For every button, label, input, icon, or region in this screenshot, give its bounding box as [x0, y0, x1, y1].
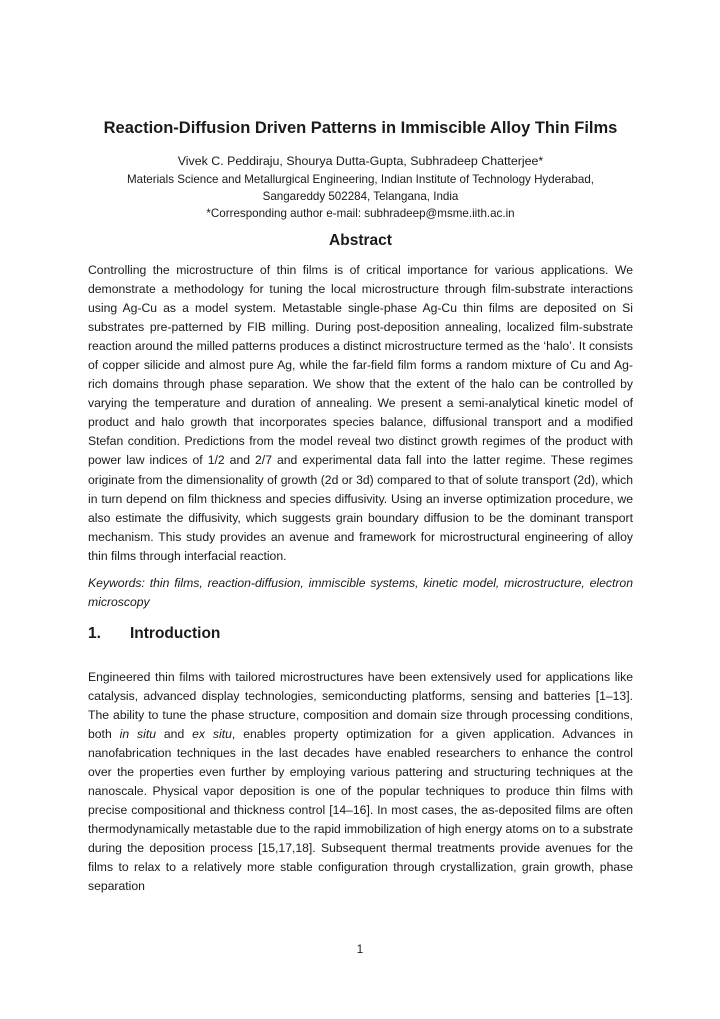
author-block	[88, 152, 633, 222]
paper-title: Reaction-Diffusion Driven Patterns in Immiscible Alloy Thin Films	[103, 119, 618, 137]
section-number: 1.	[88, 624, 101, 642]
abstract-heading: Abstract	[329, 232, 392, 249]
abstract-text: Controlling the microstructure of thin films is of critical importance for various applications. We demonstrate a methodology for tuning the local microstructure through film-substrate interactions using Ag-Cu as a model system. Metastable single-phase Ag-Cu thin films are deposited on Si substrates pre-patterned by FIB milling. During post-deposition annealing, localized film-substrate reaction around the milled patterns produces a distinct microstructure termed as the ‘halo’. It consists of copper silicide and almost pure Ag, while the far-field film forms a random mixture of Cu and Ag-rich domains through phase separation. We show that the extent of the halo can be controlled by varying the temperature and duration of annealing. We present a semi-analytical kinetic model of product and halo growth that incorporates species balance, diffusional transport and a modified Stefan condition. Predictions from the model reveal two distinct growth regimes of the product with power law indices of 1/2 and 2/7 and experimental data fall into the latter regime. These regimes originate from the dimensionality of growth (2d or 3d) compared to that of solute transport (2d), which in turn depend on film thickness and species diffusivity. Using an inverse optimization procedure, we also estimate the diffusivity, which suggests grain boundary diffusion to be the dominant transport mechanism. This study provides an avenue and framework for microstructural engineering of alloy thin films through interfacial reaction.	[88, 263, 633, 563]
intro-ex-situ: ex situ	[192, 726, 232, 741]
intro-text-part-2: , enables property optimization for a given application. Advances in nanofabrication techniques in the last decades have enabled researchers to enhance the control over the properties even further by employing various pattering and structuring techniques at the nanoscale. Physical vapor deposition is one of the popular techniques to produce thin films with precise compositional and thickness control [14–16]. In most cases, the as-deposited films are often thermodynamically metastable due to the rapid immobilization of high energy atoms on to a substrate during the deposition process [15,17,18]. Subsequent thermal treatments provide avenues for the films to relax to a relatively more stable configuration through crystallization, grain growth, phase separation	[88, 726, 634, 894]
intro-and: and	[156, 726, 193, 741]
intro-in-situ: in situ	[119, 726, 156, 741]
section-title: Introduction	[130, 624, 221, 642]
section-heading-introduction	[88, 624, 633, 644]
keywords: Keywords: thin films, reaction-diffusion, immiscible systems, kinetic model, microstructure, electron microscopy	[88, 575, 633, 609]
page-number: 1	[356, 944, 364, 956]
affiliation-line-1: Materials Science and Metallurgical Engineering, Indian Institute of Technology Hyderabad,	[126, 173, 595, 186]
paper-page	[88, 118, 633, 896]
authors: Vivek C. Peddiraju, Shourya Dutta-Gupta, Subhradeep Chatterjee*	[177, 154, 544, 168]
affiliation-line-2: Sangareddy 502284, Telangana, India	[262, 190, 459, 203]
intro-text-part-1: Engineered thin films with tailored microstructures have been extensively used for applications like catalysis, advanced display technologies, semiconducting platforms, sensing and batteries [1–13]. The ability to tune the phase structure, composition and domain size through processing conditions, both	[88, 669, 633, 741]
corresponding-author: *Corresponding author e-mail: subhradeep@msme.iith.ac.in	[206, 207, 515, 220]
introduction-paragraph	[88, 668, 633, 897]
